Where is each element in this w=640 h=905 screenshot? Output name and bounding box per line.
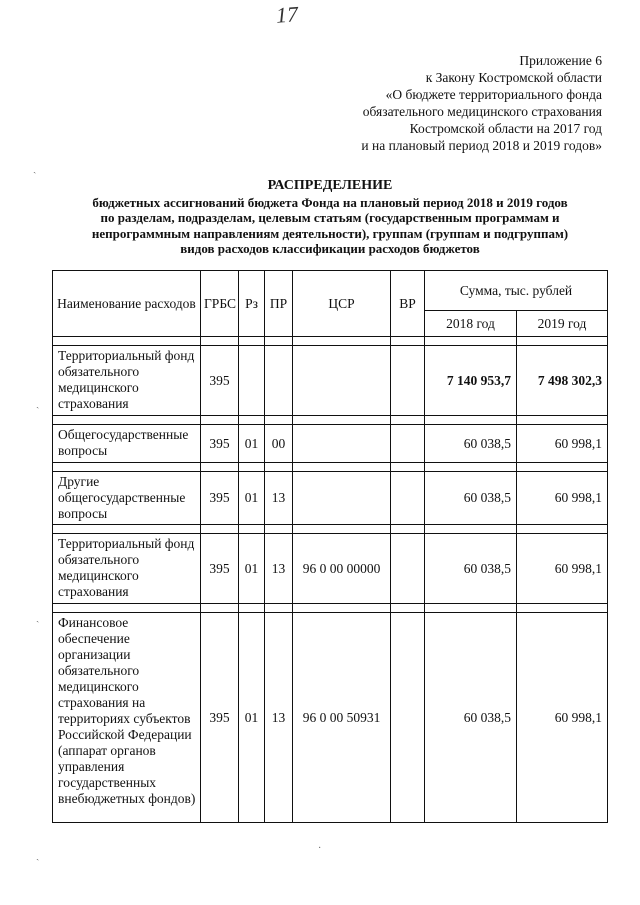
appendix-line: обязательного медицинского страхования <box>362 104 602 119</box>
table-row <box>53 425 608 463</box>
name-cell: Территориальный фонд обязательного медицинского страхования <box>53 346 201 416</box>
rz-cell: 01 <box>239 613 265 823</box>
rz-cell: 01 <box>239 425 265 463</box>
csr-cell: 96 0 00 50931 <box>293 613 391 823</box>
amount-2018-cell: 7 140 953,7 <box>425 346 517 416</box>
scan-mark: ˎ <box>33 163 37 174</box>
grbs-cell: 395 <box>201 534 239 604</box>
heading-line: видов расходов классификации расходов бюджетов <box>180 241 480 256</box>
rz-cell: 01 <box>239 472 265 525</box>
name-cell: Территориальный фонд обязательного медицинского страхования <box>53 534 201 604</box>
header-grbs: ГРБС <box>201 271 239 337</box>
row-gap <box>53 604 608 613</box>
heading-line: непрограммным направлениям деятельности), группам (группам и подгруппам) <box>91 225 569 241</box>
scan-mark: ˎ <box>36 612 40 623</box>
name-cell: Другие общегосударственные вопросы <box>53 472 201 525</box>
grbs-cell: 395 <box>201 425 239 463</box>
name-cell: Финансовое обеспечение организации обязательного медицинского страхования на территориях субъектов Российской Федерации (аппарат органов управления государственных внебюджетных фондов) <box>53 613 201 823</box>
amount-2019-cell: 60 998,1 <box>517 472 608 525</box>
amount-2019-cell: 7 498 302,3 <box>517 346 608 416</box>
pr-cell: 13 <box>265 534 293 604</box>
page-number: 17 <box>275 1 299 28</box>
pr-cell: 00 <box>265 425 293 463</box>
amount-2018-cell: 60 038,5 <box>425 613 517 823</box>
vr-cell <box>391 472 425 525</box>
document-title: РАСПРЕДЕЛЕНИЕ <box>267 178 393 193</box>
row-gap <box>53 337 608 346</box>
vr-cell <box>391 425 425 463</box>
budget-table <box>52 270 608 823</box>
scan-mark: ˎ <box>36 398 40 409</box>
amount-2019-cell: 60 998,1 <box>517 613 608 823</box>
appendix-note <box>272 52 602 154</box>
amount-2019-cell: 60 998,1 <box>517 534 608 604</box>
csr-cell: 96 0 00 00000 <box>293 534 391 604</box>
header-2018: 2018 год <box>425 311 517 337</box>
header-sum: Сумма, тыс. рублей <box>425 271 608 311</box>
header-name: Наименование расходов <box>53 271 201 337</box>
appendix-line: Приложение 6 <box>519 53 602 68</box>
header-pr: ПР <box>265 271 293 337</box>
csr-cell <box>293 472 391 525</box>
document-heading <box>40 178 620 257</box>
amount-2018-cell: 60 038,5 <box>425 425 517 463</box>
header-rz: Рз <box>239 271 265 337</box>
rz-cell: 01 <box>239 534 265 604</box>
table-row <box>53 613 608 823</box>
row-gap <box>53 416 608 425</box>
pr-cell <box>265 346 293 416</box>
appendix-line: Костромской области на 2017 год <box>409 121 602 136</box>
csr-cell <box>293 425 391 463</box>
table-row <box>53 472 608 525</box>
appendix-line: «О бюджете территориального фонда <box>385 87 602 102</box>
grbs-cell: 395 <box>201 346 239 416</box>
pr-cell: 13 <box>265 613 293 823</box>
heading-line: бюджетных ассигнований бюджета Фонда на плановый период 2018 и 2019 годов <box>92 194 568 210</box>
name-cell: Общегосударственные вопросы <box>53 425 201 463</box>
vr-cell <box>391 613 425 823</box>
amount-2018-cell: 60 038,5 <box>425 534 517 604</box>
heading-line: по разделам, подразделам, целевым статьям (государственным программам и <box>100 210 560 225</box>
scan-mark: ˎ <box>36 850 40 861</box>
table-row <box>53 534 608 604</box>
scan-mark: · <box>318 843 322 854</box>
rz-cell <box>239 346 265 416</box>
row-gap <box>53 463 608 472</box>
appendix-line: и на плановый период 2018 и 2019 годов» <box>361 138 602 153</box>
grbs-cell: 395 <box>201 613 239 823</box>
grbs-cell: 395 <box>201 472 239 525</box>
vr-cell <box>391 534 425 604</box>
row-gap <box>53 525 608 534</box>
header-csr: ЦСР <box>293 271 391 337</box>
appendix-line: к Закону Костромской области <box>425 70 602 85</box>
header-vr: ВР <box>391 271 425 337</box>
vr-cell <box>391 346 425 416</box>
amount-2019-cell: 60 998,1 <box>517 425 608 463</box>
csr-cell <box>293 346 391 416</box>
table-row <box>53 346 608 416</box>
amount-2018-cell: 60 038,5 <box>425 472 517 525</box>
header-2019: 2019 год <box>517 311 608 337</box>
pr-cell: 13 <box>265 472 293 525</box>
